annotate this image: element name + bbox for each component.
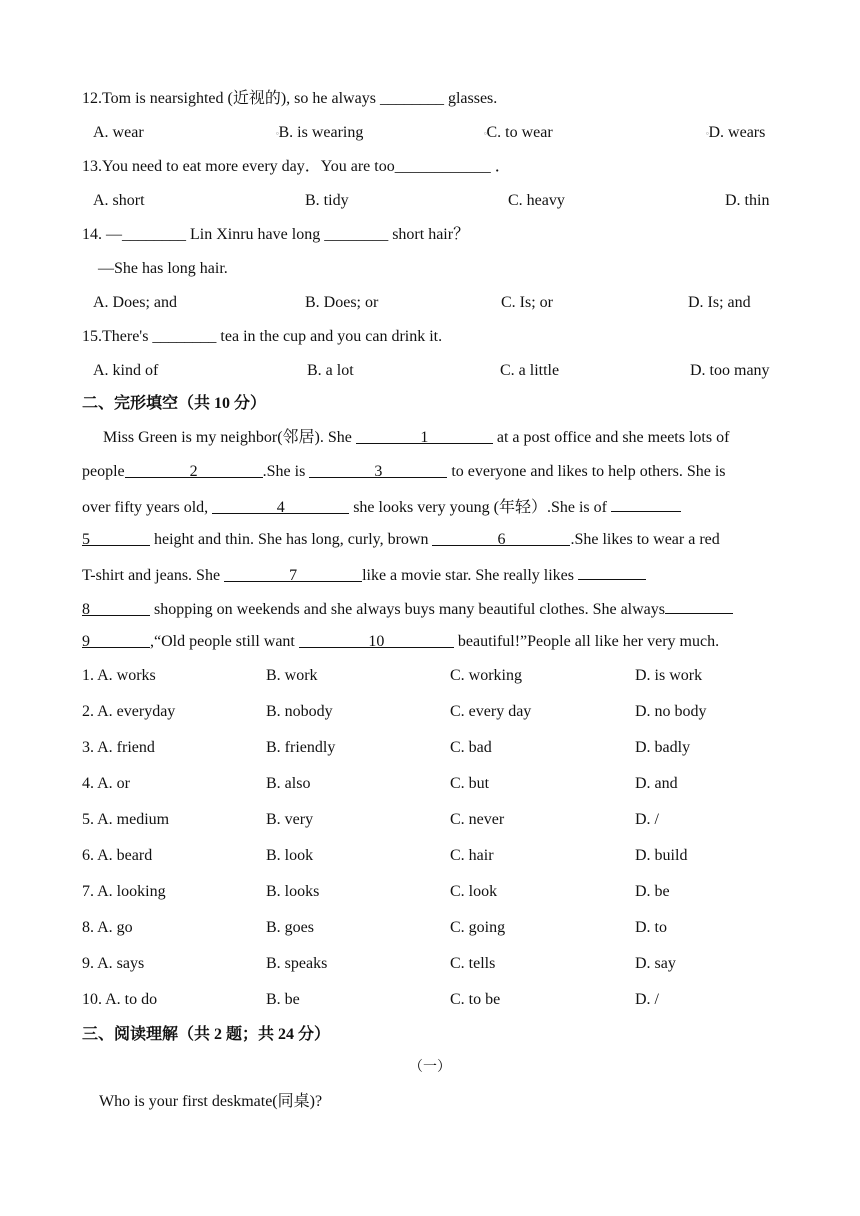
passage-line-4: 5 height and thin. She has long, curly, brown 6 .She likes to wear a red	[82, 531, 720, 548]
cloze-q2-option-a: 2. A. everyday	[82, 703, 176, 720]
question-14-stem: 14. —________ Lin Xinru have long ________ short hair？	[82, 226, 470, 243]
question-14-option-a: A. Does; and	[93, 294, 177, 311]
cloze-q4-option-d: D. and	[635, 775, 678, 792]
passage-line-6: 8 shopping on weekends and she always buys many beautiful clothes. She always	[82, 598, 733, 620]
cloze-q7-option-c: C. look	[450, 883, 498, 900]
question-15-stem: 15.There's ________ tea in the cup and you can drink it.	[82, 328, 443, 345]
cloze-q5-option-d: D. /	[635, 811, 659, 828]
section-heading-cloze: 二、完形填空（共 10 分）	[82, 395, 267, 412]
blank-8-start	[578, 564, 646, 580]
question-15-option-a: A. kind of	[93, 362, 159, 379]
cloze-q4-option-b: B. also	[266, 775, 311, 792]
reading-subtitle: （一）	[409, 1060, 451, 1075]
question-15-option-c: C. a little	[500, 362, 560, 379]
passage-line-7: 9 ,“Old people still want 10 beautiful!”People all like her very much.	[82, 633, 720, 650]
reading-first-line: Who is your first deskmate(同桌)?	[99, 1093, 323, 1110]
cloze-q2-option-d: D. no body	[635, 703, 707, 720]
cloze-q5-option-a: 5. A. medium	[82, 811, 170, 828]
question-15-option-b: B. a lot	[307, 362, 354, 379]
cloze-q3-option-b: B. friendly	[266, 739, 336, 756]
blank-5-start	[611, 496, 681, 512]
cloze-q5-option-b: B. very	[266, 811, 314, 828]
cloze-q6-option-c: C. hair	[450, 847, 494, 864]
passage-line-2: people 2 .She is 3 to everyone and likes to help others. She is	[82, 463, 726, 480]
question-12-option-b: ▫B. is wearing	[276, 124, 364, 141]
cloze-q2-option-b: B. nobody	[266, 703, 333, 720]
cloze-q10-option-a: 10. A. to do	[82, 991, 158, 1008]
cloze-q7-option-a: 7. A. looking	[82, 883, 166, 900]
cloze-q7-option-d: D. be	[635, 883, 670, 900]
cloze-q3-option-a: 3. A. friend	[82, 739, 155, 756]
blank-1: 1	[356, 428, 493, 444]
cloze-q8-option-b: B. goes	[266, 919, 314, 936]
section-heading-reading: 三、阅读理解（共 2 题；共 24 分）	[82, 1026, 331, 1043]
question-15-option-d: D. too many	[690, 362, 770, 379]
question-13-option-a: A. short	[93, 192, 145, 209]
cloze-q9-option-a: 9. A. says	[82, 955, 145, 972]
cloze-q6-option-d: D. build	[635, 847, 688, 864]
blank-9-end: 9	[82, 632, 150, 648]
cloze-q6-option-a: 6. A. beard	[82, 847, 153, 864]
cloze-q1-option-c: C. working	[450, 667, 522, 684]
blank-4: 4	[212, 498, 349, 514]
passage-line-5: T-shirt and jeans. She 7 like a movie star. She really likes	[82, 564, 646, 586]
cloze-q9-option-b: B. speaks	[266, 955, 328, 972]
question-14-option-b: B. Does; or	[305, 294, 379, 311]
blank-6: 6	[432, 530, 570, 546]
cloze-q9-option-c: C. tells	[450, 955, 496, 972]
question-13-stem: 13.You need to eat more every day．You are too____________ ．	[82, 158, 511, 175]
cloze-q8-option-a: 8. A. go	[82, 919, 133, 936]
blank-2: 2	[125, 462, 263, 478]
question-13-option-c: C. heavy	[508, 192, 565, 209]
question-14-answer-line: —She has long hair.	[98, 260, 228, 277]
blank-7: 7	[224, 566, 362, 582]
question-14-option-c: C. Is; or	[501, 294, 553, 311]
question-12-stem: 12.Tom is nearsighted (近视的), so he always ________ glasses.	[82, 90, 498, 107]
cloze-q1-option-b: B. work	[266, 667, 318, 684]
question-13-option-b: B. tidy	[305, 192, 349, 209]
cloze-q8-option-c: C. going	[450, 919, 506, 936]
cloze-q5-option-c: C. never	[450, 811, 505, 828]
cloze-q3-option-d: D. badly	[635, 739, 691, 756]
cloze-q8-option-d: D. to	[635, 919, 667, 936]
question-13-option-d: D. thin	[725, 192, 770, 209]
blank-8-end: 8	[82, 600, 150, 616]
cloze-q3-option-c: C. bad	[450, 739, 492, 756]
question-12-option-d: ▫D. wears	[706, 124, 766, 141]
blank-10: 10	[299, 632, 454, 648]
cloze-q2-option-c: C. every day	[450, 703, 532, 720]
question-12-option-a: A. wear	[93, 124, 144, 141]
cloze-q1-option-a: 1. A. works	[82, 667, 156, 684]
blank-5-end: 5	[82, 530, 150, 546]
question-12-option-c: ▫C. to wear	[484, 124, 553, 141]
cloze-q6-option-b: B. look	[266, 847, 314, 864]
cloze-q7-option-b: B. looks	[266, 883, 320, 900]
blank-3: 3	[309, 462, 447, 478]
cloze-q10-option-b: B. be	[266, 991, 300, 1008]
cloze-q4-option-c: C. but	[450, 775, 490, 792]
cloze-q10-option-c: C. to be	[450, 991, 501, 1008]
cloze-q4-option-a: 4. A. or	[82, 775, 130, 792]
question-14-option-d: D. Is; and	[688, 294, 751, 311]
passage-line-1: Miss Green is my neighbor(邻居). She 1 at a post office and she meets lots of	[103, 429, 730, 446]
cloze-q9-option-d: D. say	[635, 955, 676, 972]
cloze-q10-option-d: D. /	[635, 991, 659, 1008]
passage-line-3: over fifty years old, 4 she looks very young (年轻）.She is of	[82, 496, 681, 518]
cloze-q1-option-d: D. is work	[635, 667, 703, 684]
blank-9-start	[665, 598, 733, 614]
